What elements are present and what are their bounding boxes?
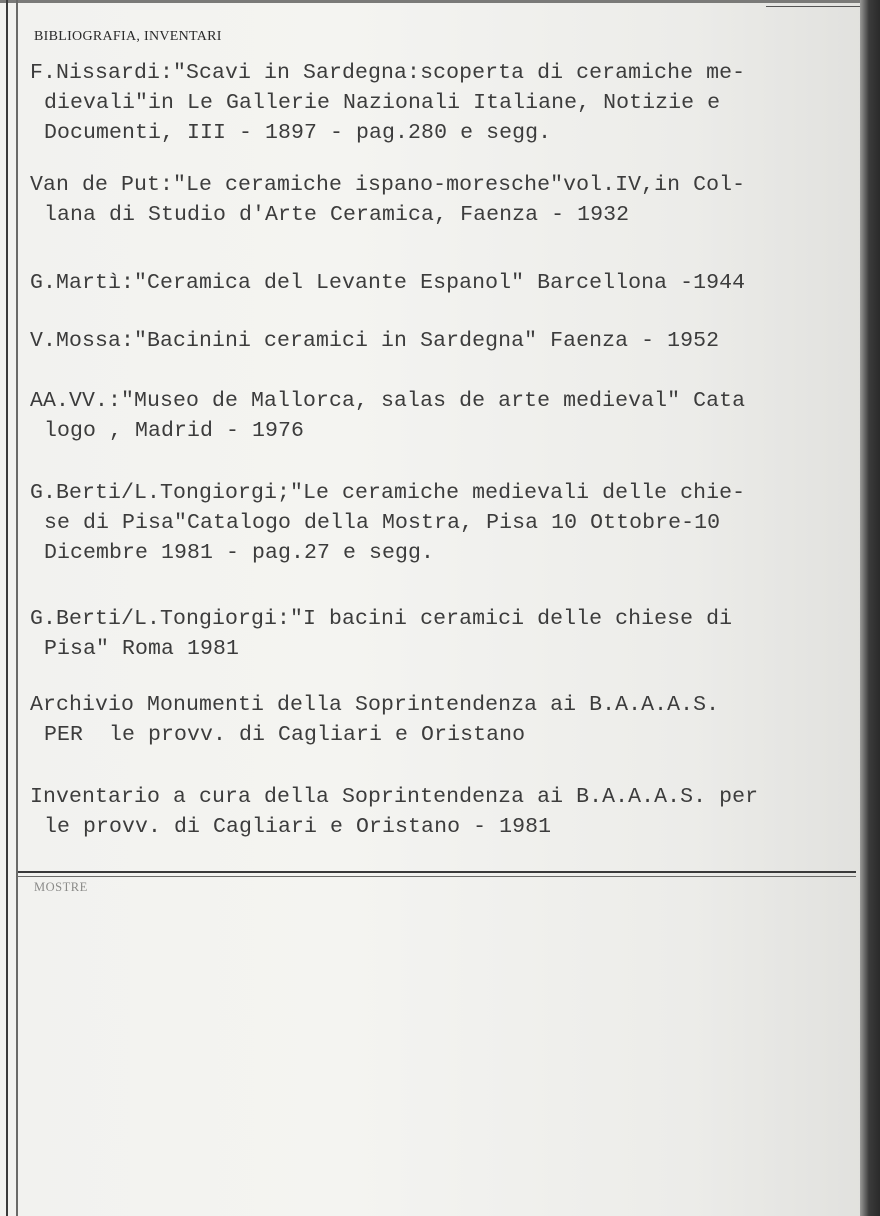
bibliography-entry-7 [30,604,860,664]
entry-line: Dicembre 1981 - pag.27 e segg. [44,541,435,565]
bibliography-entry-9 [30,782,860,842]
entry-line: le provv. di Cagliari e Oristano - 1981 [44,815,552,839]
entry-line: Archivio Monumenti della Soprintendenza ai B.A.A.A.S. [30,693,720,717]
entry-line: Pisa" Roma 1981 [44,637,240,661]
bibliography-entry-5 [30,386,860,446]
scan-shadow-edge [860,0,880,1216]
bibliography-entry-8 [30,690,860,750]
entry-line: G.Berti/L.Tongiorgi:"I bacini ceramici delle chiese di [30,607,733,631]
left-border-inner [16,0,18,1216]
entry-line: V.Mossa:"Bacinini ceramici in Sardegna" Faenza - 1952 [30,329,720,353]
entry-line: dievali"in Le Gallerie Nazionali Italiane, Notizie e [44,91,721,115]
entry-line: PER le provv. di Cagliari e Oristano [44,723,526,747]
bibliography-entry-3 [30,268,860,298]
left-border-outer [6,0,8,1216]
entry-line: lana di Studio d'Arte Ceramica, Faenza - 1932 [44,203,630,227]
top-tab [766,0,862,7]
entry-line: G.Martì:"Ceramica del Levante Espanol" Barcellona -1944 [30,271,746,295]
bibliography-entry-6 [30,478,860,568]
bibliography-entry-1 [30,58,860,148]
entry-line: Inventario a cura della Soprintendenza ai B.A.A.A.S. per [30,785,759,809]
bibliography-entry-2 [30,170,860,230]
footer-section-heading: MOSTRE [34,880,88,894]
entry-line: F.Nissardi:"Scavi in Sardegna:scoperta di ceramiche me- [30,61,746,85]
top-border [0,0,860,3]
section-heading: BIBLIOGRAFIA, INVENTARI [34,29,222,44]
entry-line: AA.VV.:"Museo de Mallorca, salas de arte medieval" Cata [30,389,746,413]
bibliography-entry-4 [30,326,860,356]
entry-line: se di Pisa"Catalogo della Mostra, Pisa 10 Ottobre-10 [44,511,721,535]
entry-line: G.Berti/L.Tongiorgi;"Le ceramiche medievali delle chie- [30,481,746,505]
entry-line: Van de Put:"Le ceramiche ispano-moresche"vol.IV,in Col- [30,173,746,197]
section-divider [18,871,856,873]
entry-line: Documenti, III - 1897 - pag.280 e segg. [44,121,552,145]
entry-line: logo , Madrid - 1976 [44,419,305,443]
section-divider-secondary [18,876,856,877]
